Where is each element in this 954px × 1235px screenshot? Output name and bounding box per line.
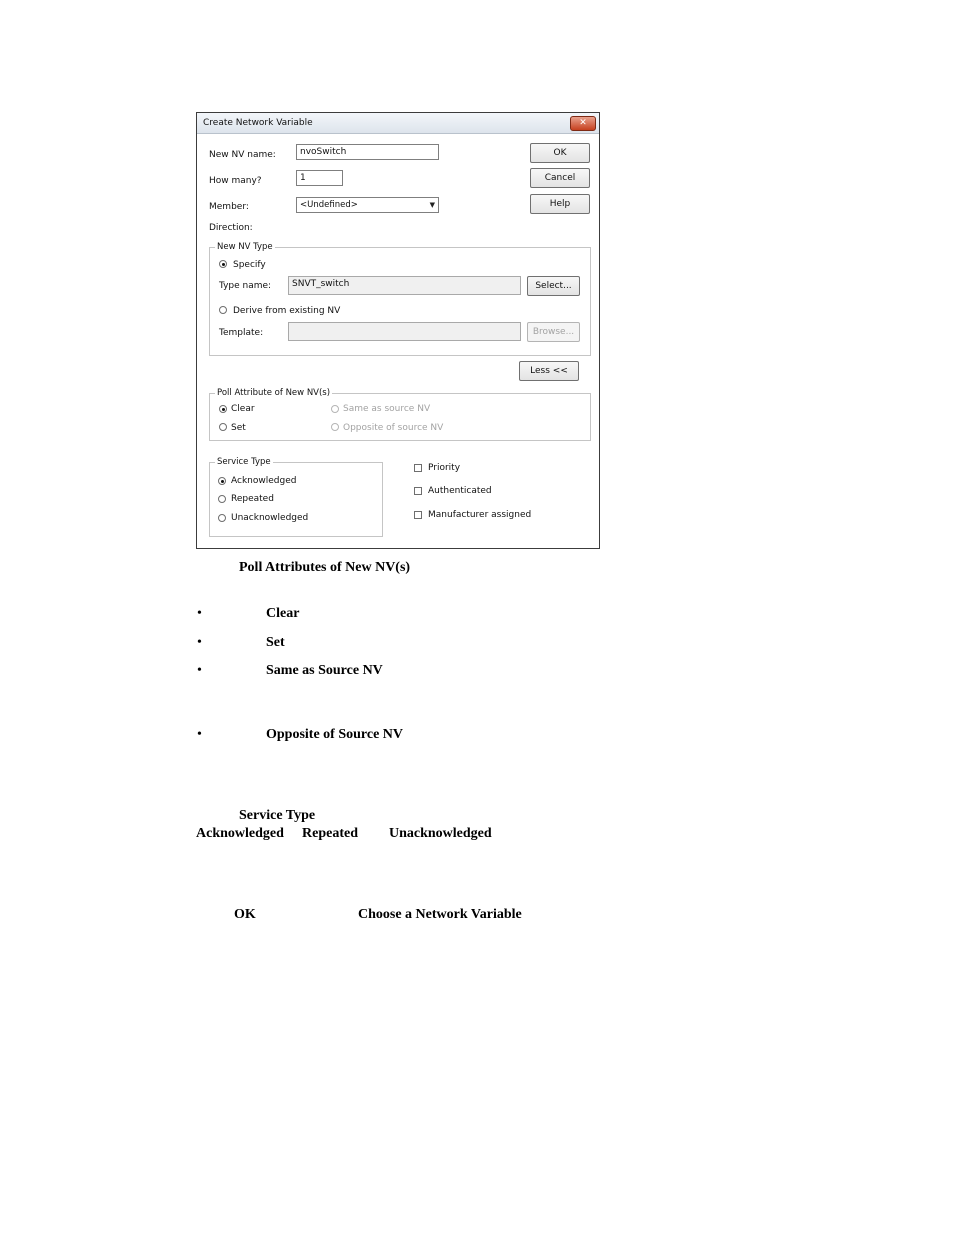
bullet-icon: • xyxy=(197,635,202,650)
bullet-same-as-source: Same as Source NV xyxy=(266,663,383,678)
poll-opposite-radio[interactable] xyxy=(331,423,339,431)
type-name-label: Type name: xyxy=(219,281,272,291)
member-select[interactable] xyxy=(296,197,439,213)
how-many-label: How many? xyxy=(209,176,262,186)
term-choose-network-variable: Choose a Network Variable xyxy=(358,907,522,922)
acknowledged-label: Acknowledged xyxy=(231,476,297,486)
repeated-label: Repeated xyxy=(231,494,274,504)
new-nv-name-input[interactable]: nvoSwitch xyxy=(296,144,439,160)
cancel-button[interactable]: Cancel xyxy=(530,168,590,188)
priority-checkbox[interactable] xyxy=(414,464,422,472)
poll-same-radio[interactable] xyxy=(331,405,339,413)
ok-button[interactable]: OK xyxy=(530,143,590,163)
manufacturer-assigned-checkbox[interactable] xyxy=(414,511,422,519)
poll-clear-radio[interactable] xyxy=(219,405,227,413)
repeated-radio[interactable] xyxy=(218,495,226,503)
priority-label: Priority xyxy=(428,463,461,473)
template-input[interactable] xyxy=(288,322,521,341)
derive-radio[interactable] xyxy=(219,306,227,314)
type-name-input[interactable]: SNVT_switch xyxy=(288,276,521,295)
poll-attribute-group-title: Poll Attribute of New NV(s) xyxy=(217,388,331,398)
direction-label: Direction: xyxy=(209,223,253,233)
dialog-titlebar xyxy=(197,113,599,134)
poll-same-label: Same as source NV xyxy=(343,404,431,414)
service-type-group xyxy=(209,457,383,537)
authenticated-label: Authenticated xyxy=(428,486,492,496)
bullet-icon: • xyxy=(197,727,202,742)
unacknowledged-label: Unacknowledged xyxy=(231,513,309,523)
term-ok: OK xyxy=(234,907,256,922)
term-repeated: Repeated xyxy=(302,826,358,841)
poll-set-label: Set xyxy=(231,423,246,433)
new-nv-type-group-title: New NV Type xyxy=(217,242,273,252)
bullet-icon: • xyxy=(197,663,202,678)
create-network-variable-dialog xyxy=(196,112,600,549)
authenticated-checkbox[interactable] xyxy=(414,487,422,495)
dialog-title: Create Network Variable xyxy=(203,118,313,128)
poll-set-radio[interactable] xyxy=(219,423,227,431)
new-nv-type-group xyxy=(209,242,591,356)
poll-attributes-heading: Poll Attributes of New NV(s) xyxy=(239,560,411,575)
specify-label: Specify xyxy=(233,260,266,270)
bullet-icon: • xyxy=(197,606,202,621)
bullet-clear: Clear xyxy=(266,606,300,621)
acknowledged-radio[interactable] xyxy=(218,477,226,485)
specify-radio[interactable] xyxy=(219,260,227,268)
how-many-input[interactable]: 1 xyxy=(296,170,343,186)
member-selected-value: <Undefined> xyxy=(300,200,358,210)
chevron-down-icon: ▼ xyxy=(429,201,435,209)
less-button[interactable]: Less << xyxy=(519,361,579,381)
manufacturer-assigned-label: Manufacturer assigned xyxy=(428,510,532,520)
bullet-set: Set xyxy=(266,635,285,650)
service-type-heading: Service Type xyxy=(239,808,316,823)
close-icon: ✕ xyxy=(579,118,587,128)
term-acknowledged: Acknowledged xyxy=(196,826,284,841)
new-nv-name-label: New NV name: xyxy=(209,150,276,160)
help-button[interactable]: Help xyxy=(530,194,590,214)
term-unacknowledged: Unacknowledged xyxy=(389,826,492,841)
member-label: Member: xyxy=(209,202,249,212)
select-button[interactable]: Select... xyxy=(527,276,580,296)
poll-attribute-group xyxy=(209,388,591,441)
unacknowledged-radio[interactable] xyxy=(218,514,226,522)
bullet-opposite-of-source: Opposite of Source NV xyxy=(266,727,404,742)
poll-clear-label: Clear xyxy=(231,404,255,414)
template-label: Template: xyxy=(219,328,264,338)
browse-button[interactable]: Browse... xyxy=(527,322,580,342)
service-type-group-title: Service Type xyxy=(217,457,271,467)
derive-label: Derive from existing NV xyxy=(233,306,341,316)
poll-opposite-label: Opposite of source NV xyxy=(343,423,444,433)
close-button[interactable] xyxy=(570,116,596,131)
